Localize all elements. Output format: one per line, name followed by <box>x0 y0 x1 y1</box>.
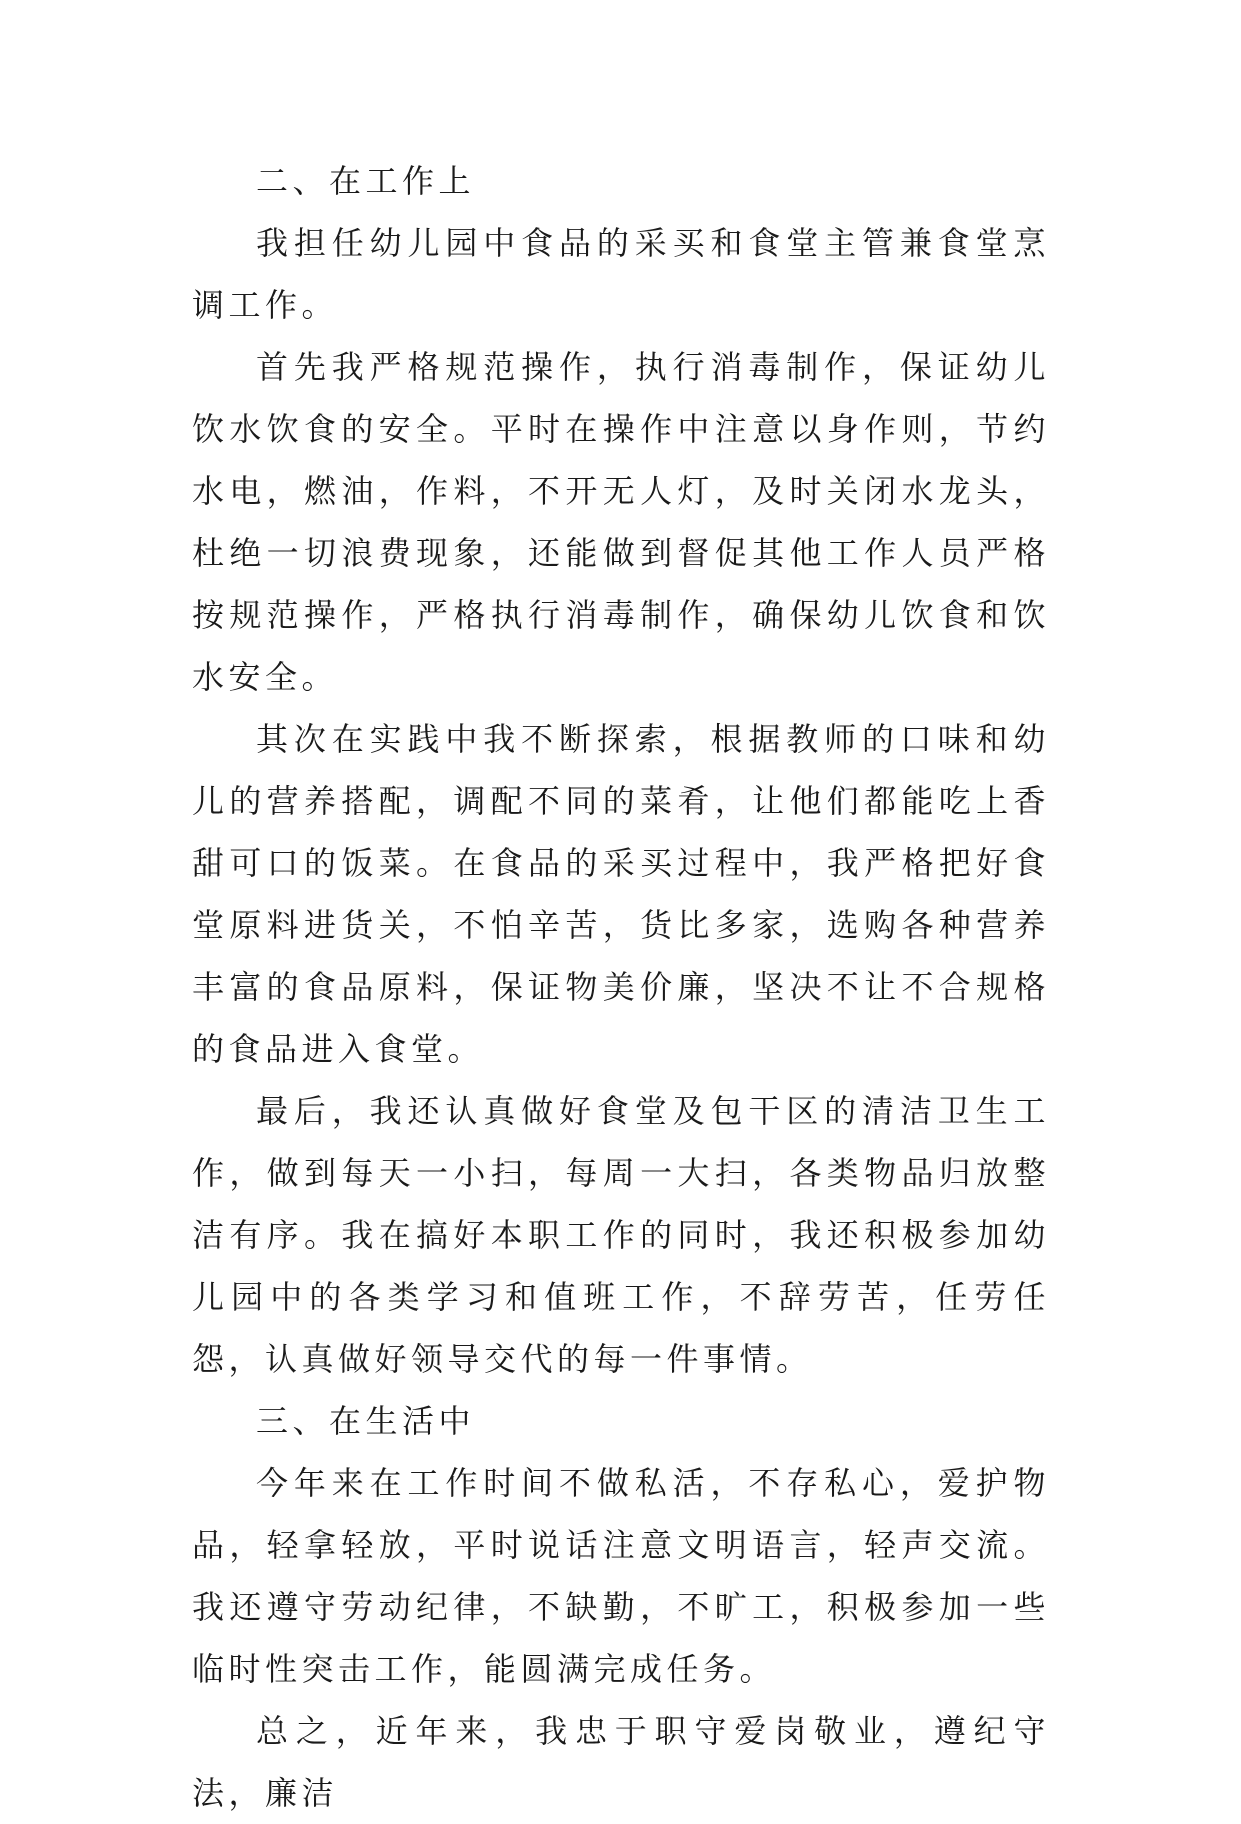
paragraph-life: 今年来在工作时间不做私活，不存私心，爱护物品，轻拿轻放，平时说话注意文明语言，轻声交流。我还遵守劳动纪律，不缺勤，不旷工，积极参加一些临时性突击工作，能圆满完成任务。 <box>192 1464 1050 1688</box>
paragraph-duties: 我担任幼儿园中食品的采买和食堂主管兼食堂烹调工作。 <box>192 224 1050 324</box>
paragraph-summary: 总之，近年来，我忠于职守爱岗敬业，遵纪守法，廉洁 <box>192 1712 1050 1812</box>
paragraph-finally: 最后，我还认真做好食堂及包干区的清洁卫生工作，做到每天一小扫，每周一大扫，各类物品归放整洁有序。我在搞好本职工作的同时，我还积极参加幼儿园中的各类学习和值班工作，不辞劳苦，任劳任怨，认真做好领导交代的每一件事情。 <box>192 1092 1050 1378</box>
paragraph-second: 其次在实践中我不断探索，根据教师的口味和幼儿的营养搭配，调配不同的菜肴，让他们都能吃上香甜可口的饭菜。在食品的采买过程中，我严格把好食堂原料进货关，不怕辛苦，货比多家，选购各种营养丰富的食品原料，保证物美价廉，坚决不让不合规格的食品进入食堂。 <box>192 720 1050 1068</box>
paragraph-first: 首先我严格规范操作，执行消毒制作，保证幼儿饮水饮食的安全。平时在操作中注意以身作则，节约水电，燃油，作料，不开无人灯，及时关闭水龙头，杜绝一切浪费现象，还能做到督促其他工作人员严格按规范操作，严格执行消毒制作，确保幼儿饮食和饮水安全。 <box>192 348 1050 696</box>
document-body <box>192 150 1050 1824</box>
section-heading-life: 三、在生活中 <box>256 1402 476 1440</box>
section-heading-work: 二、在工作上 <box>256 162 476 200</box>
